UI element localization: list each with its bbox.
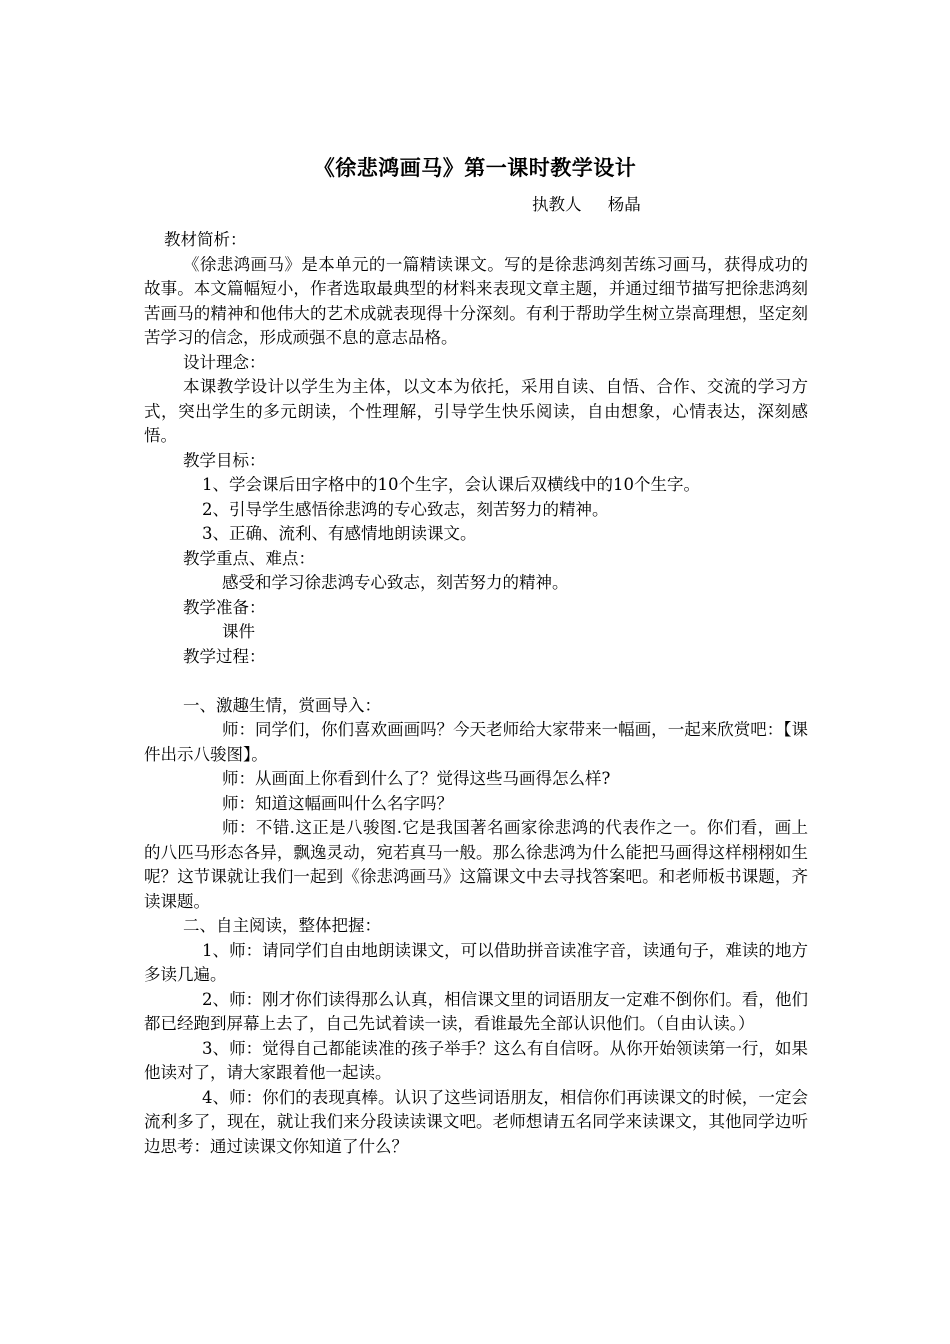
document-body	[144, 228, 808, 1159]
goal-item-3: 3、正确、流利、有感情地朗读课文。	[202, 524, 477, 543]
paragraph-preparation: 课件	[222, 622, 255, 641]
process-paragraph: 师：从画面上你看到什么了？觉得这些马画得怎么样?	[222, 769, 611, 788]
process-paragraph: 师：不错.这正是八骏图.它是我国著名画家徐悲鸿的代表作之一。你们看，画上的八匹马形态各异，飘逸灵动，宛若真马一般。那么徐悲鸿为什么能把马画得这样栩栩如生呢？这节课就让我们一起到《徐悲鸿画马》这篇课文中去寻找答案吧。和老师板书课题，齐读课题。	[144, 818, 808, 911]
process-paragraph: 2、师：刚才你们读得那么认真，相信课文里的词语朋友一定难不倒你们。看，他们都已经跑到屏幕上去了，自己先试着读一读，看谁最先全部认识他们。（自由认读。）	[144, 989, 808, 1033]
document-title: 《徐悲鸿画马》第一课时教学设计	[313, 155, 637, 180]
heading-preparation: 教学准备：	[183, 597, 266, 617]
heading-teaching-goals: 教学目标：	[183, 450, 266, 470]
process-paragraph: 4、师：你们的表现真棒。认识了这些词语朋友，相信你们再读课文的时候，一定会流利多了，现在，就让我们来分段读读课文吧。老师想请五名同学来读课文，其他同学边听边思考：通过读课文你知道了什么？	[144, 1087, 808, 1156]
goal-item-1: 1、学会课后田字格中的10个生字，会认课后双横线中的10个生字。	[202, 475, 700, 494]
heading-teaching-process: 教学过程：	[183, 646, 266, 666]
process-paragraph: 师：知道这幅画叫什么名字吗？	[222, 793, 453, 813]
paragraph-design-concept: 本课教学设计以学生为主体，以文本为依托，采用自读、自悟、合作、交流的学习方式，突出学生的多元朗读，个性理解，引导学生快乐阅读，自由想象，心情表达，深刻感悟。	[144, 377, 808, 445]
process-paragraph: 师：同学们，你们喜欢画画吗？今天老师给大家带来一幅画，一起来欣赏吧：【课件出示八骏图】。	[144, 720, 808, 764]
author-line: 执教人 杨晶	[532, 195, 641, 214]
heading-textbook-analysis: 教材简析：	[164, 230, 247, 249]
paragraph-key-points: 感受和学习徐悲鸿专心致志，刻苦努力的精神。	[222, 573, 569, 592]
paragraph-textbook-analysis: 《徐悲鸿画马》是本单元的一篇精读课文。写的是徐悲鸿刻苦练习画马，获得成功的故事。本文篇幅短小，作者选取最典型的材料来表现文章主题，并通过细节描写把徐悲鸿刻苦画马的精神和他伟大的艺术成就表现得十分深刻。有利于帮助学生树立崇高理想，坚定刻苦学习的信念，形成顽强不息的意志品格。	[144, 254, 808, 347]
blank-line	[144, 669, 808, 694]
goal-item-2: 2、引导学生感悟徐悲鸿的专心致志，刻苦努力的精神。	[202, 499, 609, 519]
process-paragraph: 3、师：觉得自己都能读准的孩子举手？这么有自信呀。从你开始领读第一行，如果他读对了，请大家跟着他一起读。	[144, 1038, 808, 1082]
section-heading-2: 二、自主阅读，整体把握：	[183, 916, 381, 935]
section-heading-1: 一、激趣生情，赏画导入：	[183, 695, 381, 715]
process-paragraph: 1、师：请同学们自由地朗读课文，可以借助拼音读准字音，读通句子，难读的地方多读几遍。	[144, 940, 808, 984]
heading-design-concept: 设计理念：	[183, 352, 266, 372]
heading-key-points: 教学重点、难点：	[183, 548, 315, 568]
